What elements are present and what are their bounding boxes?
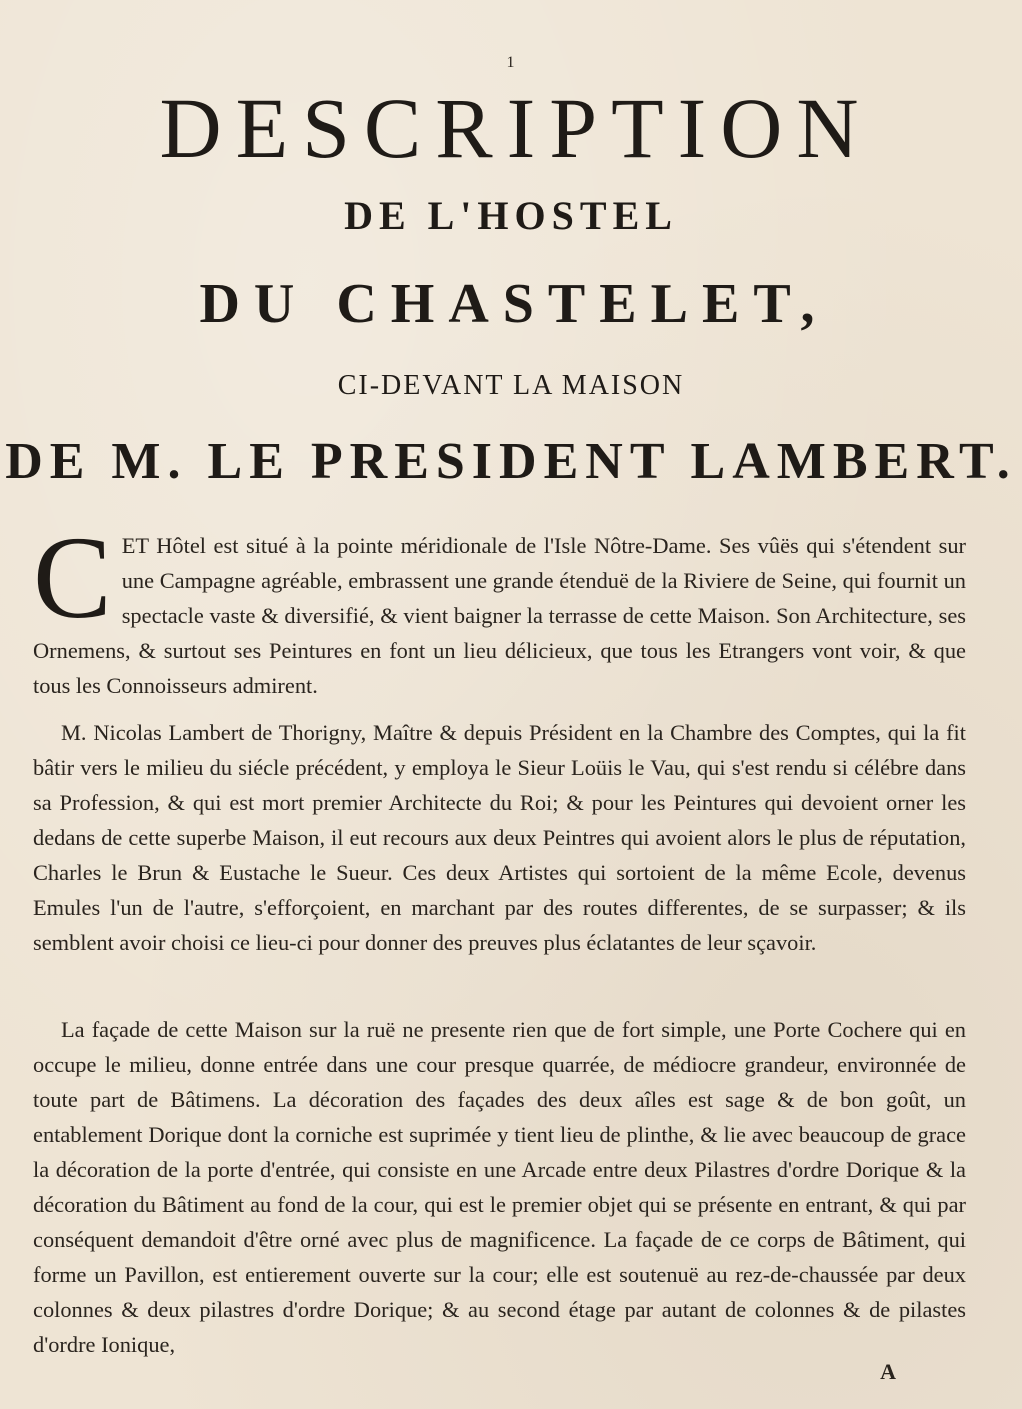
paragraph-3-text: La façade de cette Maison sur la ruë ne presente rien que de fort simple, une Porte Cochere qui en occupe le milieu, donne entrée dans une cour presque quarrée, de médiocre grandeur, environnée de toute part de Bâtimens. La décoration des façades des deux aîles est sage & de bon goût, un entablement Dorique dont la corniche est suprimée y tient lieu de plinthe, & lie avec beaucoup de grace la décoration de la porte d'entrée, qui consiste en une Arcade entre deux Pilastres d'ordre Dorique & la décoration du Bâtiment au fond de la cour, qui est le premier objet qui se présente en entrant, & qui par conséquent demandoit d'être orné avec plus de magnificence. La façade de ce corps de Bâtiment, qui forme un Pavillon, est entierement ouverte sur la cour; elle est soutenuë au rez-de-chaussée par deux colonnes & deux pilastres d'ordre Dorique; & au second étage par autant de colonnes & de pilastes d'ordre Ionique, <box>33 1017 966 1357</box>
paragraph-1-text: ET Hôtel est situé à la pointe méridionale de l'Isle Nôtre-Dame. Ses vûës qui s'étendent sur une Campagne agréable, embrassent une grande étenduë de la Riviere de Seine, qui fournit un spectacle vaste & diversifié, & vient baigner la terrasse de cette Maison. Son Architecture, ses Ornemens, & surtout ses Peintures en font un lieu délicieux, que tous les Etrangers vont voir, & que tous les Connoisseurs admirent. <box>33 533 966 698</box>
document-title: DESCRIPTION <box>159 80 873 176</box>
paragraph-1 <box>33 512 966 703</box>
page-number: 1 <box>506 54 516 71</box>
title-line-ci-devant: CI-DEVANT LA MAISON <box>337 370 685 401</box>
paragraph-2 <box>33 715 966 960</box>
paragraph-3 <box>33 1012 966 1362</box>
paragraph-2-text: M. Nicolas Lambert de Thorigny, Maître & depuis Président en la Chambre des Comptes, qui la fit bâtir vers le milieu du siécle précédent, y employa le Sieur Loüis le Vau, qui s'est rendu si célébre dans sa Profession, & qui est mort premier Architecte du Roi; & pour les Peintures qui devoient orner les dedans de cette superbe Maison, il eut recours aux deux Peintres qui avoient alors le plus de réputation, Charles le Brun & Eustache le Sueur. Ces deux Artistes qui sortoient de la même Ecole, devenus Emules l'un de l'autre, s'efforçoient, en marchant par des routes differentes, de se surpasser; & ils semblent avoir choisi ce lieu-ci pour donner des preuves plus éclatantes de leur sçavoir. <box>33 720 966 955</box>
title-line-chastelet: DU CHASTELET, <box>199 273 829 335</box>
signature-mark: A <box>880 1359 896 1384</box>
title-line-president: DE M. LE PRESIDENT LAMBERT. <box>5 433 1017 490</box>
drop-cap: C <box>33 512 112 643</box>
title-line-hostel: DE L'HOSTEL <box>344 193 678 238</box>
